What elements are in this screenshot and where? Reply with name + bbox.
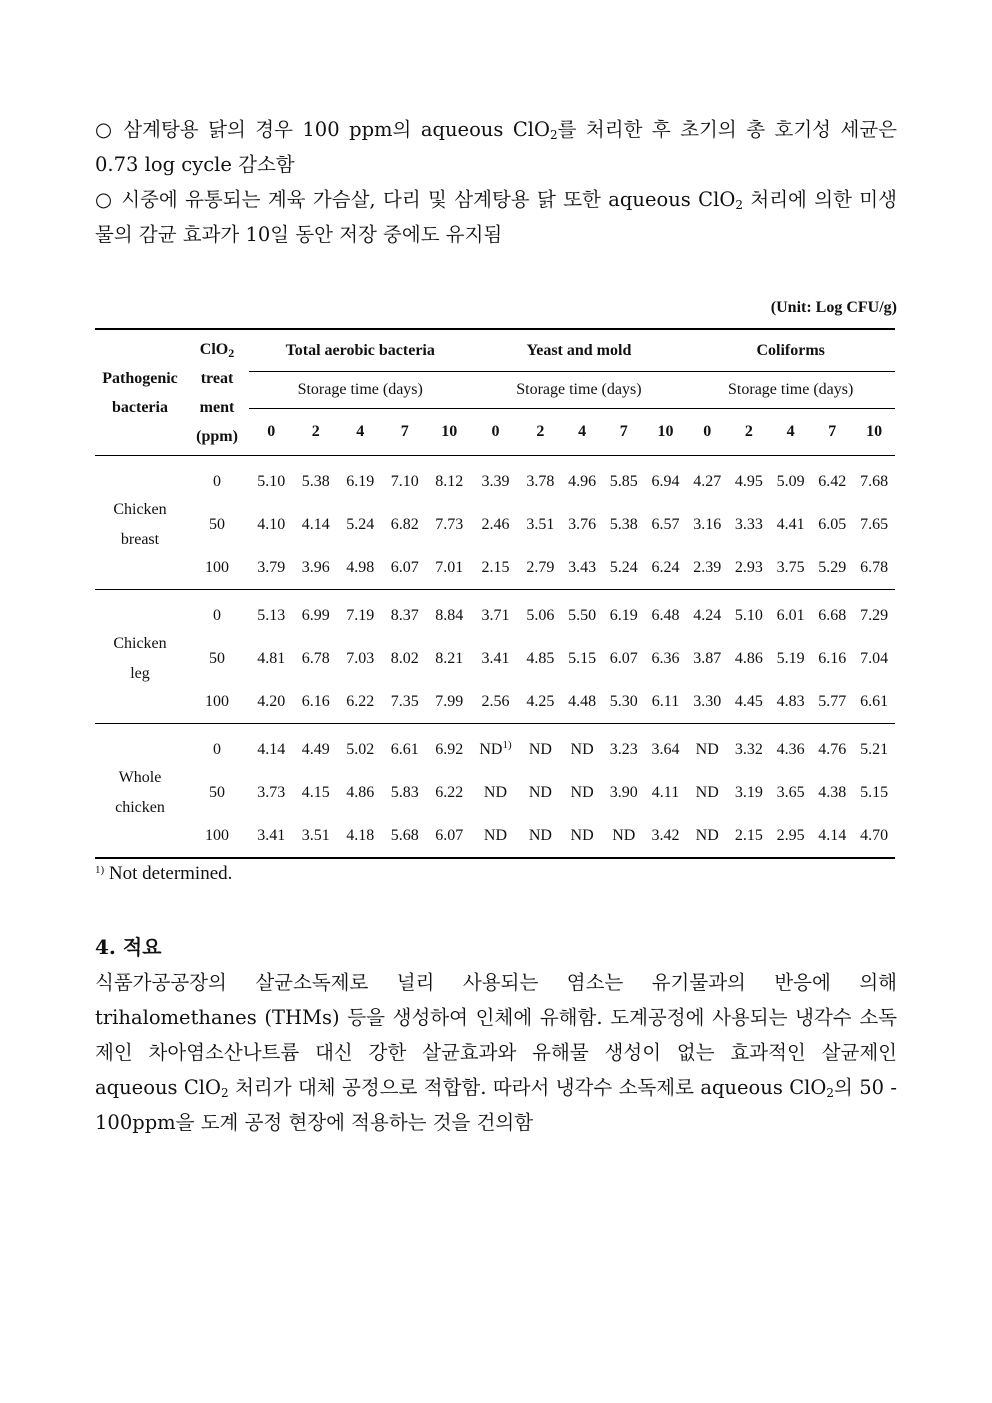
table-cell: 3.39 <box>481 472 510 490</box>
header-day: 7 <box>603 409 645 456</box>
unit-label: (Unit: Log CFU/g) <box>770 299 897 316</box>
bullet-paragraph-2: ○ 시중에 유통되는 계육 가슴살, 다리 및 삼계탕용 닭 또한 aqueous ClO$_2$ 처리에 의한 미생물의 감균 효과가 10일 동안 저장 중에도 유지됨 <box>95 188 897 246</box>
sample-group <box>95 590 895 724</box>
table-cell: 4.41 <box>776 515 805 533</box>
treatment-ppm: 50 <box>209 649 225 667</box>
table-cell: 3.33 <box>734 515 763 533</box>
treatment-ppm: 0 <box>213 740 221 758</box>
sample-name: Whole chicken <box>115 768 165 816</box>
table-cell: 4.95 <box>734 472 763 490</box>
table-cell: 4.96 <box>568 472 597 490</box>
table-row <box>95 503 895 546</box>
treatment-ppm: 50 <box>209 783 225 801</box>
header-storage-time: Storage time (days) <box>249 372 471 409</box>
header-day: 0 <box>471 409 519 456</box>
table-cell: 3.90 <box>609 783 638 801</box>
table-cell: 3.75 <box>776 558 805 576</box>
table-cell: 7.29 <box>860 606 889 624</box>
table-cell: 7.73 <box>435 515 464 533</box>
table-cell: 4.86 <box>346 783 375 801</box>
table-cell: 6.05 <box>818 515 847 533</box>
table-cell: 6.78 <box>301 649 330 667</box>
table-cell: 6.01 <box>776 606 805 624</box>
header-day: 10 <box>427 409 472 456</box>
treatment-ppm: 0 <box>213 606 221 624</box>
table-cell: ND <box>695 783 719 801</box>
header-day: 4 <box>561 409 603 456</box>
table-cell: ND <box>695 740 719 758</box>
table-row <box>95 724 895 772</box>
table-cell: 6.61 <box>860 692 889 710</box>
table-row <box>95 637 895 680</box>
bullet-paragraph-1: ○ 삼계탕용 닭의 경우 100 ppm의 aqueous ClO$_2$를 처리한 후 초기의 총 호기성 세균은 0.73 log cycle 감소함 <box>95 118 898 176</box>
table-cell: 6.16 <box>818 649 847 667</box>
table-cell: 4.48 <box>568 692 597 710</box>
table-cell: 4.14 <box>818 826 847 844</box>
table-row <box>95 771 895 814</box>
table-cell: 7.10 <box>390 472 419 490</box>
table-cell: 4.38 <box>818 783 847 801</box>
table-cell: ND <box>695 826 719 844</box>
table-cell: 6.82 <box>390 515 419 533</box>
header-day: 2 <box>520 409 562 456</box>
table-cell: 6.57 <box>651 515 680 533</box>
header-day: 2 <box>728 409 770 456</box>
table-cell: 5.10 <box>257 472 286 490</box>
footnote-marker: 1) <box>502 738 512 751</box>
table-row <box>95 814 895 858</box>
table-cell: 4.14 <box>301 515 330 533</box>
table-cell: ND <box>570 783 594 801</box>
table-cell: 6.61 <box>390 740 419 758</box>
table-cell: 8.02 <box>390 649 419 667</box>
table-cell: 4.86 <box>734 649 763 667</box>
table-cell: 2.15 <box>734 826 763 844</box>
header-clo2-treatment: ClO$_2$ treat ment (ppm) <box>196 340 238 445</box>
table-cell: 5.83 <box>390 783 419 801</box>
table-cell: 4.49 <box>301 740 330 758</box>
table-cell: 6.24 <box>651 558 680 576</box>
table-cell: 7.99 <box>435 692 464 710</box>
header-day: 4 <box>770 409 812 456</box>
table-cell: 4.76 <box>818 740 847 758</box>
header-day: 10 <box>645 409 687 456</box>
table-cell: 7.35 <box>390 692 419 710</box>
table-cell: 5.24 <box>609 558 638 576</box>
treatment-ppm: 50 <box>209 515 225 533</box>
header-pathogenic-bacteria: Pathogenic bacteria <box>102 369 178 416</box>
table-cell: 6.07 <box>609 649 638 667</box>
table-cell: 7.04 <box>860 649 889 667</box>
table-cell: 5.06 <box>526 606 555 624</box>
table-cell: 5.85 <box>609 472 638 490</box>
header-group-coliforms: Coliforms <box>756 341 825 359</box>
table-cell: 5.21 <box>860 740 889 758</box>
table-cell: 2.95 <box>776 826 805 844</box>
table-cell: ND <box>483 783 508 801</box>
treatment-ppm: 100 <box>205 692 229 710</box>
table-cell: 6.07 <box>435 826 464 844</box>
table-cell: 4.27 <box>693 472 722 490</box>
table-cell: ND <box>528 740 552 758</box>
table-cell: 3.30 <box>693 692 722 710</box>
header-group-total-aerobic: Total aerobic bacteria <box>285 341 435 359</box>
table-cell: ND <box>570 740 594 758</box>
summary-paragraph: 식품가공공장의 살균소독제로 널리 사용되는 염소는 유기물과의 반응에 의해 trihalomethanes (THMs) 등을 생성하여 인체에 유해함. 도계공정에 사용되는 냉각수 소독제인 차아염소산나트륨 대신 강한 살균효과와 유해물 생성이 없는 효과적인 살균제인 aqueous ClO$_2$ 처리가 대체 공정으로 적합함. 따라서 냉각수 소독제로 aqueous ClO$_2$의 50 - 100ppm을 도계 공정 현장에 적용하는 것을 건의함 <box>95 971 898 1134</box>
table-cell: 4.83 <box>776 692 805 710</box>
header-storage-time: Storage time (days) <box>686 372 895 409</box>
bullet-mark: ○ <box>95 188 114 211</box>
table-cell: 3.87 <box>693 649 722 667</box>
table-cell: 5.10 <box>734 606 763 624</box>
document-page <box>95 112 897 1140</box>
table-cell: 6.48 <box>651 606 680 624</box>
table-cell: 4.70 <box>860 826 889 844</box>
table-cell: 8.12 <box>435 472 464 490</box>
table-cell: 6.22 <box>435 783 464 801</box>
header-day: 0 <box>686 409 728 456</box>
bullet-mark: ○ <box>95 118 116 141</box>
table-cell: 2.39 <box>693 558 722 576</box>
table-cell: ND <box>483 826 508 844</box>
table-cell: 5.38 <box>301 472 330 490</box>
sample-name: Chicken leg <box>113 634 167 682</box>
treatment-ppm: 100 <box>205 558 229 576</box>
table-cell: 7.03 <box>346 649 375 667</box>
section-title: 4. 적요 <box>95 935 162 959</box>
table-cell: 2.15 <box>481 558 510 576</box>
table-cell: 8.37 <box>390 606 419 624</box>
table-cell: 5.24 <box>346 515 375 533</box>
sample-group <box>95 724 895 859</box>
table-cell: 5.15 <box>568 649 597 667</box>
table-cell: 3.19 <box>734 783 763 801</box>
table-cell: 6.42 <box>818 472 847 490</box>
header-group-yeast-mold: Yeast and mold <box>526 341 632 359</box>
table-cell: ND <box>528 826 552 844</box>
table-cell: ND$^{1)}$ <box>479 738 512 758</box>
table-cell: ND <box>570 826 594 844</box>
table-cell: 5.02 <box>346 740 375 758</box>
header-day: 4 <box>338 409 382 456</box>
table-cell: 6.22 <box>346 692 375 710</box>
table-cell: 5.09 <box>776 472 805 490</box>
table-cell: 6.16 <box>301 692 330 710</box>
header-day: 0 <box>249 409 293 456</box>
table-cell: 5.29 <box>818 558 847 576</box>
table-cell: 3.96 <box>301 558 330 576</box>
table-cell: ND <box>612 826 636 844</box>
table-cell: ND <box>528 783 552 801</box>
table-cell: 5.38 <box>609 515 638 533</box>
table-cell: 5.68 <box>390 826 419 844</box>
table-row <box>95 680 895 724</box>
header-day: 2 <box>293 409 337 456</box>
table-row <box>95 546 895 590</box>
table-cell: 4.20 <box>257 692 286 710</box>
table-cell: 4.14 <box>257 740 286 758</box>
table-cell: 3.78 <box>526 472 555 490</box>
table-cell: 4.10 <box>257 515 286 533</box>
table-cell: 4.24 <box>693 606 722 624</box>
table-cell: 5.77 <box>818 692 847 710</box>
table-cell: 3.41 <box>481 649 510 667</box>
table-cell: 4.11 <box>651 783 680 801</box>
table-cell: 7.19 <box>346 606 375 624</box>
table-cell: 3.32 <box>734 740 763 758</box>
table-cell: 4.18 <box>346 826 375 844</box>
table-cell: 3.51 <box>301 826 330 844</box>
sample-group <box>95 456 895 590</box>
table-cell: 3.23 <box>609 740 638 758</box>
table-cell: 3.73 <box>257 783 286 801</box>
table-cell: 6.19 <box>346 472 375 490</box>
table-cell: 5.50 <box>568 606 597 624</box>
table-cell: 4.36 <box>776 740 805 758</box>
table-row <box>95 590 895 638</box>
table-cell: 7.65 <box>860 515 889 533</box>
table-cell: 8.21 <box>435 649 464 667</box>
treatment-ppm: 100 <box>205 826 229 844</box>
table-cell: 6.92 <box>435 740 464 758</box>
table-row <box>95 456 895 504</box>
table-cell: 3.65 <box>776 783 805 801</box>
sample-name: Chicken breast <box>113 500 167 548</box>
table-cell: 3.79 <box>257 558 286 576</box>
table-cell: 4.15 <box>301 783 330 801</box>
table-cell: 4.85 <box>526 649 555 667</box>
header-day: 7 <box>382 409 426 456</box>
table-cell: 5.13 <box>257 606 286 624</box>
table-cell: 6.99 <box>301 606 330 624</box>
table-cell: 3.71 <box>481 606 510 624</box>
footnote: $^{1)}$ Not determined. <box>95 863 233 884</box>
table-cell: 3.16 <box>693 515 722 533</box>
table-cell: 6.07 <box>390 558 419 576</box>
table-cell: 2.79 <box>526 558 555 576</box>
table-cell: 8.84 <box>435 606 464 624</box>
table-cell: 6.68 <box>818 606 847 624</box>
table-cell: 2.56 <box>481 692 510 710</box>
header-day: 7 <box>811 409 853 456</box>
table-cell: 6.94 <box>651 472 680 490</box>
table-cell: 4.45 <box>734 692 763 710</box>
table-cell: 6.19 <box>609 606 638 624</box>
header-storage-time: Storage time (days) <box>471 372 686 409</box>
table-cell: 5.15 <box>860 783 889 801</box>
table-cell: 3.76 <box>568 515 597 533</box>
table-cell: 7.68 <box>860 472 889 490</box>
header-day: 10 <box>853 409 895 456</box>
table-cell: 7.01 <box>435 558 464 576</box>
table-cell: 2.93 <box>734 558 763 576</box>
table-cell: 3.43 <box>568 558 597 576</box>
table-cell: 6.11 <box>651 692 680 710</box>
table-cell: 4.25 <box>526 692 555 710</box>
table-cell: 3.51 <box>526 515 555 533</box>
table-cell: 2.46 <box>481 515 510 533</box>
table-cell: 4.98 <box>346 558 375 576</box>
table-cell: 3.41 <box>257 826 286 844</box>
table-cell: 3.64 <box>651 740 680 758</box>
table-cell: 5.30 <box>609 692 638 710</box>
table-cell: 4.81 <box>257 649 286 667</box>
treatment-ppm: 0 <box>213 472 221 490</box>
microbial-count-table <box>95 328 895 859</box>
table-cell: 6.78 <box>860 558 889 576</box>
table-cell: 5.19 <box>776 649 805 667</box>
table-cell: 6.36 <box>651 649 680 667</box>
table-cell: 3.42 <box>651 826 680 844</box>
